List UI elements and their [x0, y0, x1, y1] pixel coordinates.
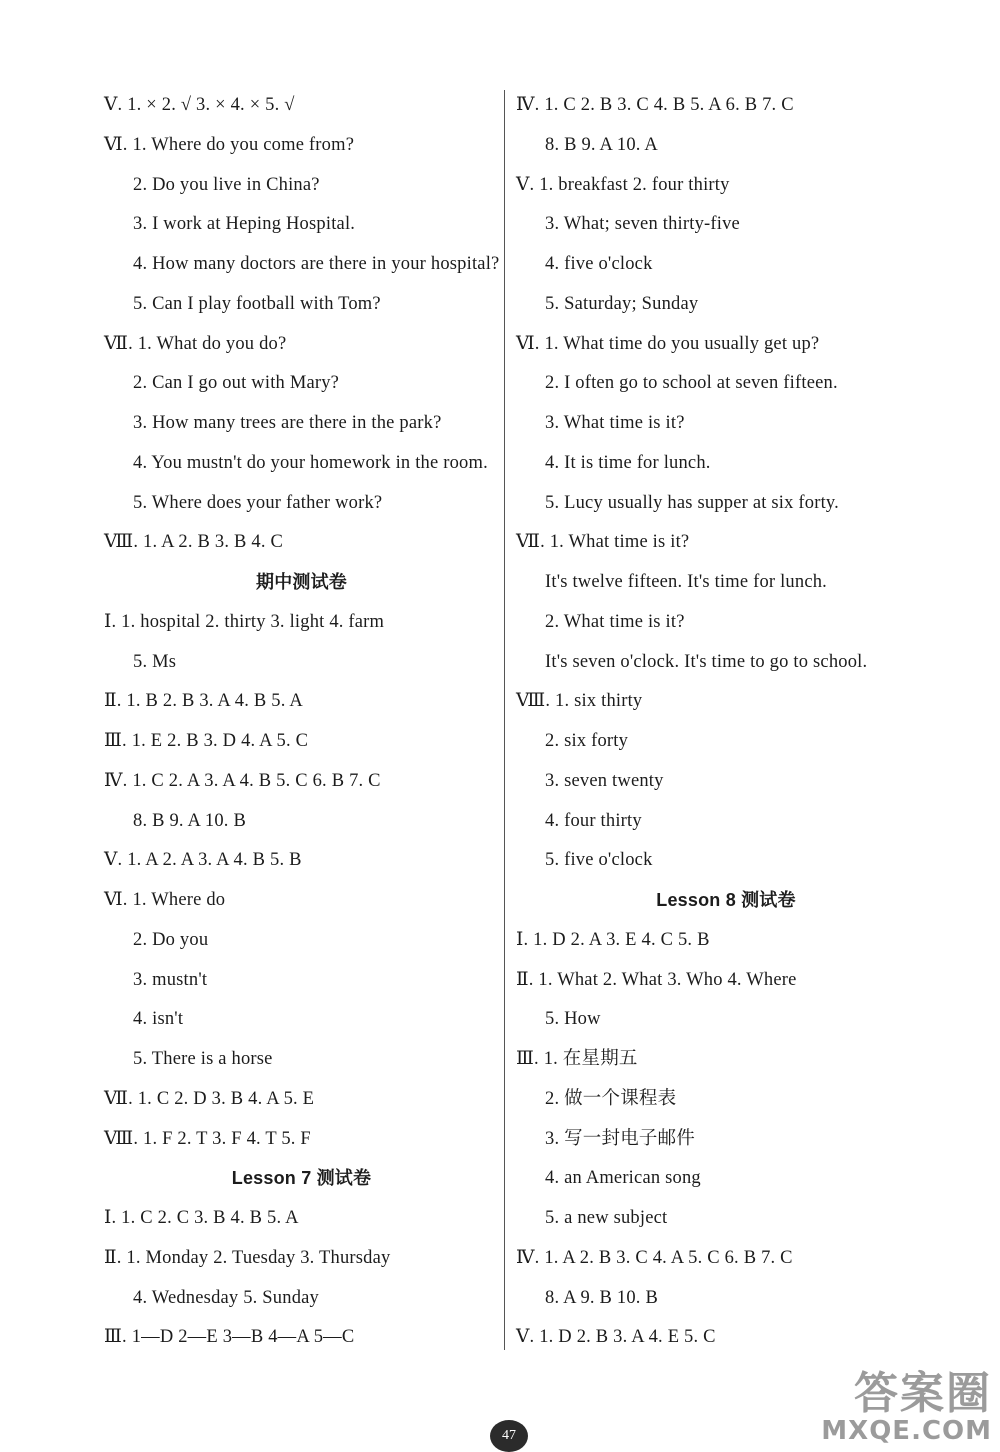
answer-line: Ⅷ. 1. six thirty: [516, 691, 643, 712]
answer-line: Ⅳ. 1. C 2. A 3. A 4. B 5. C 6. B 7. C: [104, 770, 381, 791]
answer-line: 5. a new subject: [545, 1208, 668, 1228]
section-heading: 期中测试卷: [256, 572, 347, 592]
answer-line: 4. isn't: [133, 1009, 184, 1030]
answer-line: 3. How many trees are there in the park?: [133, 413, 442, 433]
answer-line: Ⅲ. 1. E 2. B 3. D 4. A 5. C: [104, 731, 309, 751]
answer-line: 2. What time is it?: [545, 611, 685, 632]
answer-line: 4. an American song: [545, 1168, 701, 1189]
answer-line: 3. I work at Heping Hospital.: [133, 214, 356, 235]
answer-line: Ⅴ. 1. × 2. √ 3. × 4. × 5. √: [104, 95, 295, 115]
answer-line: Ⅵ. 1. What time do you usually get up?: [516, 333, 820, 354]
answer-line: 4. Wednesday 5. Sunday: [133, 1287, 320, 1308]
answer-line: 5. There is a horse: [133, 1049, 273, 1069]
answer-line: Ⅵ. 1. Where do you come from?: [104, 134, 355, 155]
answer-line: Ⅵ. 1. Where do: [104, 890, 226, 910]
answer-line: It's twelve fifteen. It's time for lunch.: [545, 572, 828, 592]
answer-line: 3. seven twenty: [545, 770, 664, 791]
answer-line: 2. I often go to school at seven fifteen.: [545, 373, 838, 394]
answer-line: Ⅲ. 1—D 2—E 3—B 4—A 5—C: [104, 1327, 355, 1348]
watermark-logo: 答案圈: [854, 1368, 992, 1419]
answer-line: 2. 做一个课程表: [545, 1088, 677, 1109]
answer-line: Ⅰ. 1. D 2. A 3. E 4. C 5. B: [516, 929, 710, 950]
answer-line: 2. Do you: [133, 929, 209, 950]
answer-line: Ⅰ. 1. C 2. C 3. B 4. B 5. A: [104, 1208, 299, 1228]
answer-line: Ⅳ. 1. A 2. B 3. C 4. A 5. C 6. B 7. C: [516, 1247, 793, 1268]
answer-line: 2. six forty: [545, 731, 629, 751]
answer-line: 5. five o'clock: [545, 850, 653, 871]
watermark-domain: MXQE.COM: [821, 1416, 992, 1446]
answer-line: Ⅴ. 1. A 2. A 3. A 4. B 5. B: [104, 850, 302, 871]
watermark: [821, 1368, 992, 1446]
answer-line: Ⅲ. 1. 在星期五: [516, 1049, 638, 1069]
answer-line: Ⅱ. 1. What 2. What 3. Who 4. Where: [516, 969, 797, 990]
answer-line: Ⅷ. 1. F 2. T 3. F 4. T 5. F: [104, 1128, 311, 1149]
answer-line: Ⅴ. 1. breakfast 2. four thirty: [516, 174, 730, 195]
answer-line: 3. What time is it?: [545, 413, 685, 433]
answer-line: Ⅶ. 1. What do you do?: [104, 333, 287, 354]
answer-line: 4. It is time for lunch.: [545, 452, 711, 473]
answer-line: 4. How many doctors are there in your hospital?: [133, 254, 500, 274]
answer-line: 2. Can I go out with Mary?: [133, 373, 340, 394]
answer-line: 5. Lucy usually has supper at six forty.: [545, 492, 840, 513]
answer-line: 4. You mustn't do your homework in the room.: [133, 452, 488, 473]
answer-line: 8. B 9. A 10. A: [545, 134, 658, 155]
answer-line: Ⅶ. 1. What time is it?: [516, 532, 690, 553]
answer-line: Ⅱ. 1. Monday 2. Tuesday 3. Thursday: [104, 1247, 391, 1268]
left-answer-column: [104, 86, 499, 1358]
answer-line: Ⅰ. 1. hospital 2. thirty 3. light 4. farm: [104, 611, 385, 632]
answer-line: 4. five o'clock: [545, 254, 653, 274]
answer-line: 3. What; seven thirty-five: [545, 214, 740, 235]
column-divider: [504, 90, 505, 1350]
answer-line: Ⅶ. 1. C 2. D 3. B 4. A 5. E: [104, 1088, 315, 1109]
answer-line: 3. 写一封电子邮件: [545, 1128, 696, 1149]
answer-line: 5. How: [545, 1009, 601, 1030]
answer-line: Ⅴ. 1. D 2. B 3. A 4. E 5. C: [516, 1327, 716, 1348]
answer-line: 8. B 9. A 10. B: [133, 810, 246, 831]
answer-line: Ⅷ. 1. A 2. B 3. B 4. C: [104, 532, 284, 553]
answer-line: It's seven o'clock. It's time to go to school.: [545, 651, 868, 672]
page-number-badge: 47: [490, 1420, 528, 1452]
answer-line: 5. Ms: [133, 651, 177, 672]
answer-line: 3. mustn't: [133, 969, 208, 990]
right-answer-column: [516, 86, 936, 1358]
section-heading: Lesson 7 测试卷: [231, 1168, 372, 1189]
answer-line: 5. Saturday; Sunday: [545, 293, 699, 314]
answer-line: 5. Can I play football with Tom?: [133, 293, 381, 314]
section-heading: Lesson 8 测试卷: [656, 890, 796, 910]
answer-line: 4. four thirty: [545, 810, 642, 831]
answer-line: 8. A 9. B 10. B: [545, 1287, 658, 1308]
answer-line: 2. Do you live in China?: [133, 174, 320, 195]
answer-line: Ⅳ. 1. C 2. B 3. C 4. B 5. A 6. B 7. C: [516, 95, 794, 115]
answer-line: 5. Where does your father work?: [133, 492, 383, 513]
answer-line: Ⅱ. 1. B 2. B 3. A 4. B 5. A: [104, 691, 303, 712]
